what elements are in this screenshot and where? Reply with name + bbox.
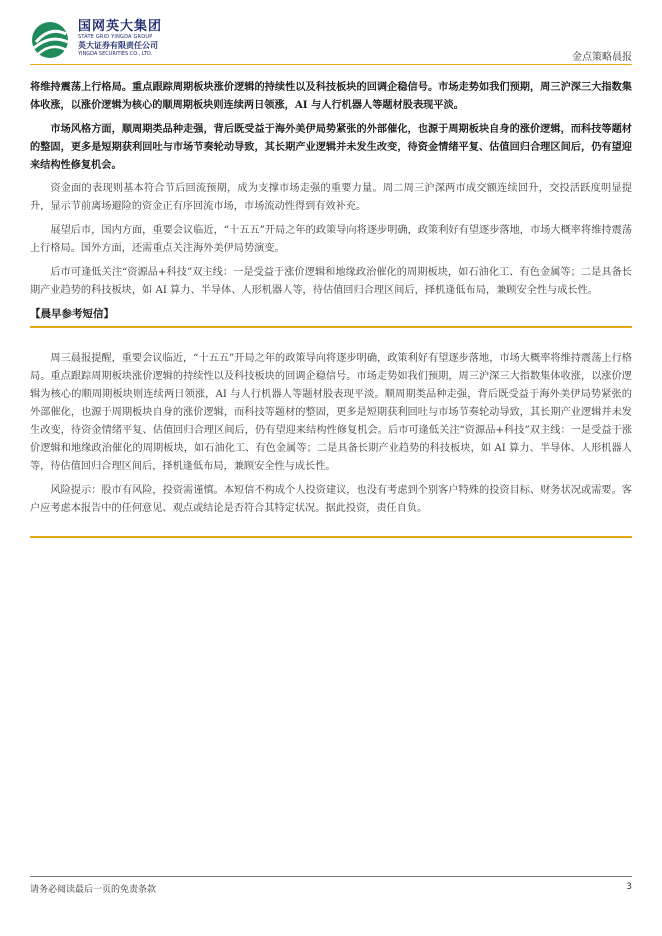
report-name: 金点策略晨报 [572, 52, 632, 63]
paragraph-outlook: 展望后市，国内方面，重要会议临近，“十五五”开局之年的政策导向将逐步明确，政策利好有望逐步落地，市场大概率将维持震荡上行格局。国外方面，还需重点关注海外美伊局势演变。 [30, 225, 632, 254]
subsidiary-name-cn: 英大证券有限责任公司 [78, 41, 158, 50]
sms-paragraph: 周三晨报提醒，重要会议临近，“十五五”开局之年的政策导向将逐步明确，政策利好有望逐步落地，市场大概率将维持震荡上行格局。重点跟踪周期板块涨价逻辑的持续性以及科技板块的回调企稳信号。市场走势如我们预期，周三沪深三大指数集体收涨，以涨价逻辑为核心的顺周期板块则连续两日领涨，AI 与人行机器人等题材股表现平淡。顺周期类品种走强，背后既受益于海外美伊局势紧张的外部催化，也源于周期板块自身的涨价逻辑，而科技等题材的整固，更多是短期获利回吐与市场节奏轮动导致，其长期产业逻辑并未发生改变，待资金情绪平复、估值回归合理区间后，仍有望迎来结构性修复机会。后市可逢低关注“资源品+科技”双主线：一是受益于涨价逻辑和地缘政治催化的周期板块，如石油化工、有色金属等；二是具备长期产业趋势的科技板块，如 AI 算力、半导体、人形机器人等，待估值回归合理区间后，择机逢低布局，兼顾安全性与成长性。 [30, 353, 632, 472]
footer-disclaimer: 请务必阅读最后一页的免责条款 [30, 885, 157, 895]
company-name-en: STATE GRID YINGDA GROUP [78, 34, 153, 40]
paragraph-strategy: 后市可逢低关注“资源品+科技”双主线：一是受益于涨价逻辑和地缘政治催化的周期板块，如石油化工、有色金属等；二是具备长期产业趋势的科技板块，如 AI 算力、半导体、人形机器人等，待估值回归合理区间后，择机逢低布局，兼顾安全性与成长性。 [30, 267, 632, 296]
header-divider [30, 64, 632, 65]
page-header [30, 18, 632, 64]
paragraph-market-style: 市场风格方面，顺周期类品种走强，背后既受益于海外美伊局势紧张的外部催化，也源于周期板块自身的涨价逻辑，而科技等题材的整固，更多是短期获利回吐与市场节奏轮动导致，其长期产业逻辑并未发生改变，待资金情绪平复、估值回归合理区间后，仍有望迎来结构性修复机会。 [30, 123, 632, 171]
paragraph-outlook-continued: 将维持震荡上行格局。重点跟踪周期板块涨价逻辑的持续性以及科技板块的回调企稳信号。市场走势如我们预期，周三沪深三大指数集体收涨，以涨价逻辑为核心的顺周期板块则连续两日领涨，AI 与人行机器人等题材股表现平淡。 [30, 81, 632, 111]
state-grid-logo-icon [30, 20, 74, 60]
page-number: 3 [626, 882, 632, 892]
company-name-cn: 国网英大集团 [78, 19, 163, 34]
section-end-divider [30, 536, 632, 538]
page-footer [30, 876, 632, 895]
main-content [30, 78, 632, 538]
subsidiary-name-en: YINGDA SECURITIES CO., LTD. [78, 51, 153, 57]
company-logo-text [78, 20, 162, 57]
risk-warning: 风险提示：股市有风险，投资需谨慎。本短信不构成个人投资建议，也没有考虑到个别客户特殊的投资目标、财务状况或需要。客户应考虑本报告中的任何意见、观点或结论是否符合其特定状况。据此投资，责任自负。 [30, 485, 632, 514]
section-title: 【晨早参考短信】 [30, 306, 632, 328]
paragraph-liquidity: 资金面的表现则基本符合节后回流预期，成为支撑市场走强的重要力量。周二周三沪深两市成交额连续回升，交投活跃度明显提升，显示节前离场避险的资金正有序回流市场，市场流动性得到有效补充。 [30, 183, 632, 212]
